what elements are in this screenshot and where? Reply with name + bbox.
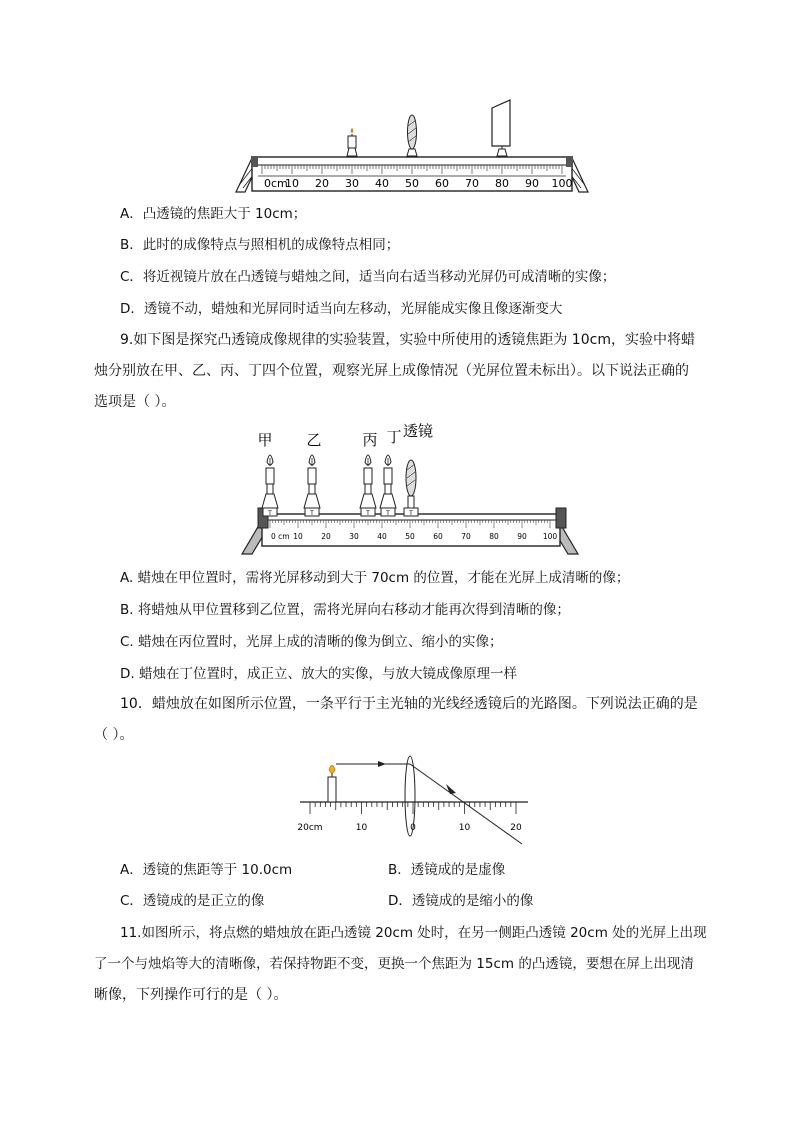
ruler-label: 100 [542, 532, 558, 541]
q8-option-b: B．此时的成像特点与照相机的成像特点相同； [120, 237, 400, 253]
ruler-label: 30 [349, 532, 359, 541]
ruler-label: 50 [405, 532, 415, 541]
q11-stem-line-1: 11.如图所示，将点燃的蜡烛放在距凸透镜 20cm 处时，在另一侧距凸透镜 20cm 处的光屏上出现 [120, 925, 707, 941]
convex-lens-icon [404, 460, 418, 517]
ruler-label: 60 [435, 177, 449, 190]
candle-icon [328, 765, 336, 802]
q10-stem-line-1: 10．蜡烛放在如图所示位置，一条平行于主光轴的光线经透镜后的光路图。下列说法正确的是 [120, 696, 698, 712]
ruler-label: 80 [489, 532, 499, 541]
q9-option-b: B. 将蜡烛从甲位置移到乙位置，需将光屏向右移动才能再次得到清晰的像； [120, 602, 570, 618]
candle-icon [304, 455, 320, 517]
ruler-label: 0cm [264, 177, 288, 190]
ruler-label: 30 [345, 177, 359, 190]
figure-optical-bench-2 [240, 420, 580, 560]
ruler-label: 90 [517, 532, 527, 541]
ruler-label: 50 [405, 177, 419, 190]
ruler-label: 90 [525, 177, 539, 190]
q11-stem-line-2: 了一个与烛焰等大的清晰像，若保持物距不变，更换一个焦距为 15cm 的凸透镜，要想在屏上出现清 [94, 956, 694, 972]
ruler-label: 10 [285, 177, 299, 190]
label-yi: 乙 [306, 431, 322, 449]
ruler-label: 40 [375, 177, 389, 190]
svg-text:T: T [310, 510, 314, 517]
q8-option-c: C．将近视镜片放在凸透镜与蜡烛之间，适当向右适当移动光屏仍可成清晰的实像； [120, 269, 616, 285]
axis-label: 10 [355, 823, 368, 833]
label-ding: 丁 [386, 428, 402, 446]
convex-lens-icon [407, 115, 417, 156]
q10-option-d: D．透镜成的是缩小的像 [388, 893, 534, 909]
q10-option-c: C．透镜成的是正立的像 [120, 893, 265, 909]
ruler-label: 10 [293, 532, 303, 541]
q9-option-a: A. 蜡烛在甲位置时，需将光屏移动到大于 70cm 的位置，才能在光屏上成清晰的像； [120, 570, 630, 586]
label-jia: 甲 [257, 431, 273, 449]
ruler-label: 20 [321, 532, 331, 541]
q10-option-a: A．透镜的焦距等于 10.0cm [120, 862, 293, 878]
light-screen-icon [492, 100, 510, 156]
ruler-label: 60 [433, 532, 443, 541]
figure-ray-diagram [296, 752, 536, 836]
ruler-label: 100 [551, 177, 573, 190]
q9-stem-line-1: 9.如下图是探究凸透镜成像规律的实验装置，实验中所使用的透镜焦距为 10cm，实验中将蜡 [120, 332, 695, 348]
q8-option-d: D．透镜不动，蜡烛和光屏同时适当向左移动，光屏能成实像且像逐渐变大 [120, 301, 563, 317]
q9-stem-line-2: 烛分别放在甲、乙、丙、丁四个位置，观察光屏上成像情况（光屏位置未标出）。以下说法正确的 [94, 363, 689, 379]
ruler-label: 0 cm [271, 532, 290, 541]
svg-text:T: T [366, 510, 370, 517]
candle-icon [262, 455, 278, 517]
q9-stem-line-3: 选项是（ ）。 [94, 394, 176, 410]
candle-icon [360, 455, 376, 517]
ruler-label: 70 [465, 177, 479, 190]
q8-option-a: A．凸透镜的焦距大于 10cm； [120, 206, 307, 222]
ruler-label: 20 [315, 177, 329, 190]
candle-icon [380, 455, 396, 517]
axis-label: 0 [410, 823, 416, 833]
q9-option-d: D. 蜡烛在丁位置时，成正立、放大的实像，与放大镜成像原理一样 [120, 666, 517, 682]
svg-text:T: T [268, 510, 272, 517]
svg-text:T: T [409, 510, 413, 517]
figure-optical-bench-1 [232, 96, 592, 200]
axis-label: 20cm [297, 823, 323, 833]
ruler-label: 80 [495, 177, 509, 190]
q10-option-b: B．透镜成的是虚像 [388, 862, 506, 878]
label-bing: 丙 [362, 431, 378, 449]
axis-label: 10 [458, 823, 471, 833]
ruler-label: 70 [461, 532, 471, 541]
ruler-label: 40 [377, 532, 387, 541]
axis-label: 20 [510, 823, 522, 833]
svg-text:T: T [386, 510, 390, 517]
candle-icon [347, 129, 357, 157]
q9-option-c: C. 蜡烛在丙位置时，光屏上成的清晰的像为倒立、缩小的实像； [120, 634, 503, 650]
q10-stem-line-2: （ ）。 [94, 727, 134, 743]
label-lens: 透镜 [402, 422, 434, 440]
q11-stem-line-3: 晰像，下列操作可行的是（ ）。 [94, 987, 288, 1003]
